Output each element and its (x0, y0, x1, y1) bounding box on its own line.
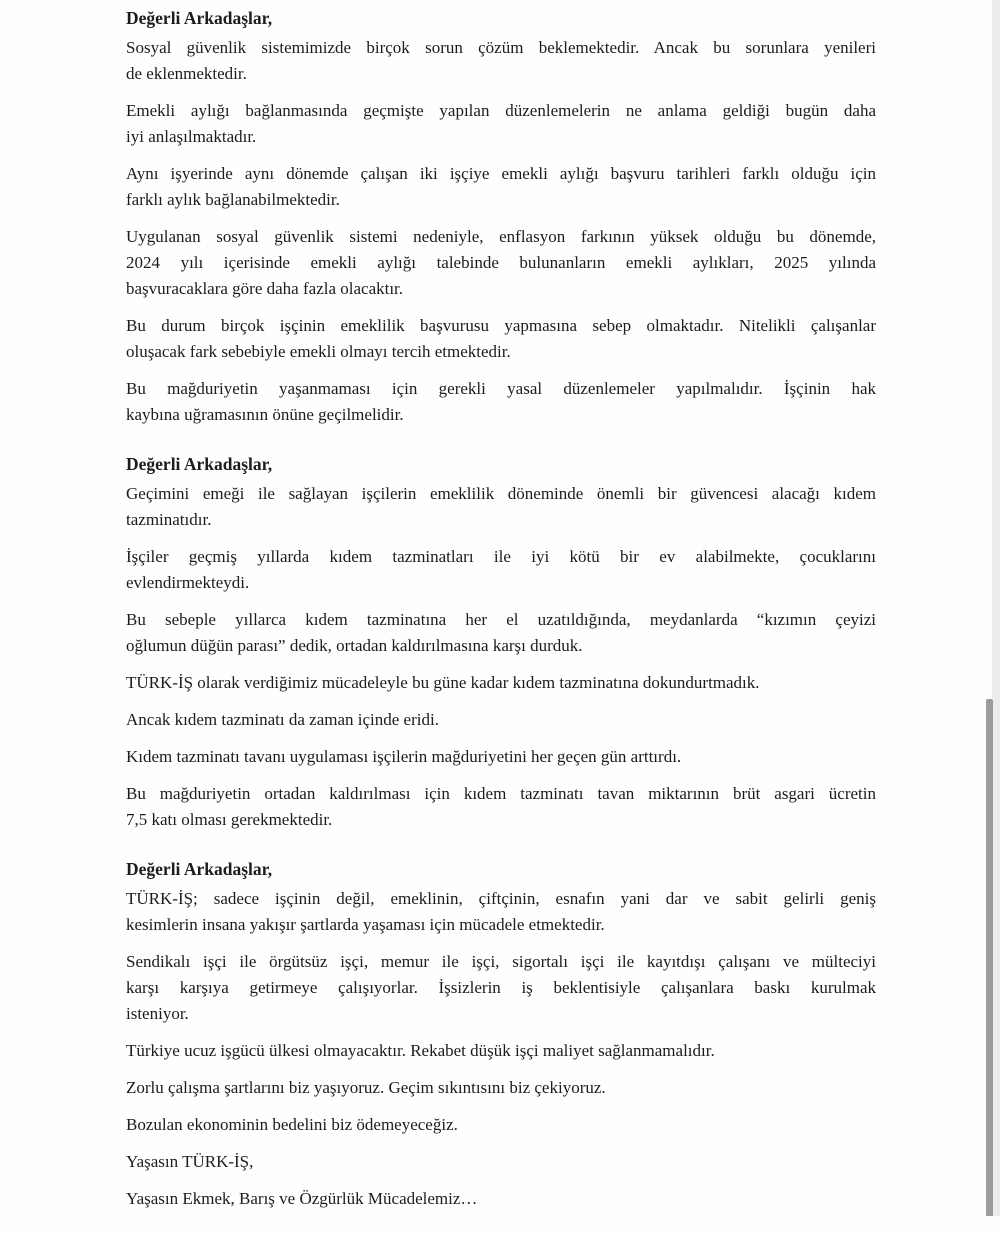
text-line: Sendikalı işçi ile örgütsüz işçi, memur ile işçi, sigortalı işçi ile kayıtdışı çalışanı ve mülteciyi (126, 952, 876, 971)
paragraph (126, 1149, 876, 1175)
paragraph (126, 707, 876, 733)
section-heading: Değerli Arkadaşlar, (126, 454, 273, 474)
paragraph (126, 161, 876, 213)
paragraph (126, 781, 876, 833)
text-line: Kıdem tazminatı tavanı uygulaması işçilerin mağduriyetini her geçen gün arttırdı. (126, 747, 682, 766)
text-line: isteniyor. (126, 1004, 189, 1023)
scrollbar-thumb[interactable] (986, 699, 993, 1216)
text-line: Bu sebeple yıllarca kıdem tazminatına her el uzatıldığında, meydanlarda “kızımın çeyizi (126, 610, 876, 629)
document-page (126, 5, 876, 1235)
text-line: 2024 yılı içerisinde emekli aylığı talebinde bulunanların emekli aylıkları, 2025 yılında (126, 253, 876, 272)
paragraph (126, 670, 876, 696)
text-line: Bu mağduriyetin ortadan kaldırılması için kıdem tazminatı tavan miktarının brüt asgari ücretin (126, 784, 876, 803)
text-line: oğlumun düğün parası” dedik, ortadan kaldırılmasına karşı durduk. (126, 636, 583, 655)
text-line: Uygulanan sosyal güvenlik sistemi nedeniyle, enflasyon farkının yüksek olduğu bu dönemde, (126, 227, 876, 246)
scrollbar-track[interactable] (992, 0, 1000, 1216)
text-line: evlendirmekteydi. (126, 573, 250, 592)
paragraph (126, 744, 876, 770)
text-line: karşı karşıya getirmeye çalışıyorlar. İşsizlerin iş beklentisiyle çalışanlara baskı kurulmak (126, 978, 876, 997)
text-line: başvuracaklara göre daha fazla olacaktır. (126, 279, 404, 298)
paragraph (126, 98, 876, 150)
text-line: Yaşasın Ekmek, Barış ve Özgürlük Mücadelemiz… (126, 1189, 478, 1208)
paragraph (126, 949, 876, 1027)
text-line: Sosyal güvenlik sistemimizde birçok sorun çözüm beklemektedir. Ancak bu sorunlara yenileri (126, 38, 876, 57)
text-line: Bu mağduriyetin yaşanmaması için gerekli yasal düzenlemeler yapılmalıdır. İşçinin hak (126, 379, 876, 398)
text-line: Ancak kıdem tazminatı da zaman içinde eridi. (126, 710, 439, 729)
text-line: farklı aylık bağlanabilmektedir. (126, 190, 340, 209)
paragraph (126, 224, 876, 302)
text-line: Türkiye ucuz işgücü ülkesi olmayacaktır. Rekabet düşük işçi maliyet sağlanmamalıdır. (126, 1041, 715, 1060)
text-line: kesimlerin insana yakışır şartlarda yaşaması için mücadele etmektedir. (126, 915, 605, 934)
text-line: oluşacak fark sebebiyle emekli olmayı tercih etmektedir. (126, 342, 511, 361)
section-heading: Değerli Arkadaşlar, (126, 8, 273, 28)
text-line: Aynı işyerinde aynı dönemde çalışan iki işçiye emekli aylığı başvuru tarihleri farklı olduğu için (126, 164, 876, 183)
paragraph (126, 1112, 876, 1138)
text-line: TÜRK-İŞ; sadece işçinin değil, emeklinin, çiftçinin, esnafın yani dar ve sabit gelirli geniş (126, 889, 876, 908)
paragraph (126, 886, 876, 938)
document-section (126, 5, 876, 428)
text-line: 7,5 katı olması gerekmektedir. (126, 810, 333, 829)
text-line: TÜRK-İŞ olarak verdiğimiz mücadeleyle bu güne kadar kıdem tazminatına dokundurtmadık. (126, 673, 760, 692)
text-line: iyi anlaşılmaktadır. (126, 127, 257, 146)
document-section (126, 856, 876, 1212)
text-line: Bu durum birçok işçinin emeklilik başvurusu yapmasına sebep olmaktadır. Nitelikli çalışanlar (126, 316, 876, 335)
paragraph (126, 544, 876, 596)
section-heading: Değerli Arkadaşlar, (126, 859, 273, 879)
paragraph (126, 1038, 876, 1064)
document-section (126, 451, 876, 833)
paragraph (126, 1186, 876, 1212)
text-line: kaybına uğramasının önüne geçilmelidir. (126, 405, 404, 424)
paragraph (126, 481, 876, 533)
text-line: tazminatıdır. (126, 510, 212, 529)
paragraph (126, 376, 876, 428)
text-line: Yaşasın TÜRK-İŞ, (126, 1152, 254, 1171)
text-line: Geçimini emeği ile sağlayan işçilerin emeklilik döneminde önemli bir güvencesi alacağı kıdem (126, 484, 876, 503)
text-line: Zorlu çalışma şartlarını biz yaşıyoruz. Geçim sıkıntısını biz çekiyoruz. (126, 1078, 606, 1097)
paragraph (126, 35, 876, 87)
text-line: İşçiler geçmiş yıllarda kıdem tazminatları ile iyi kötü bir ev alabilmekte, çocuklarını (126, 547, 876, 566)
paragraph (126, 607, 876, 659)
text-line: Bozulan ekonominin bedelini biz ödemeyeceğiz. (126, 1115, 458, 1134)
text-line: de eklenmektedir. (126, 64, 247, 83)
paragraph (126, 1075, 876, 1101)
text-line: Emekli aylığı bağlanmasında geçmişte yapılan düzenlemelerin ne anlama geldiği bugün daha (126, 101, 876, 120)
paragraph (126, 313, 876, 365)
